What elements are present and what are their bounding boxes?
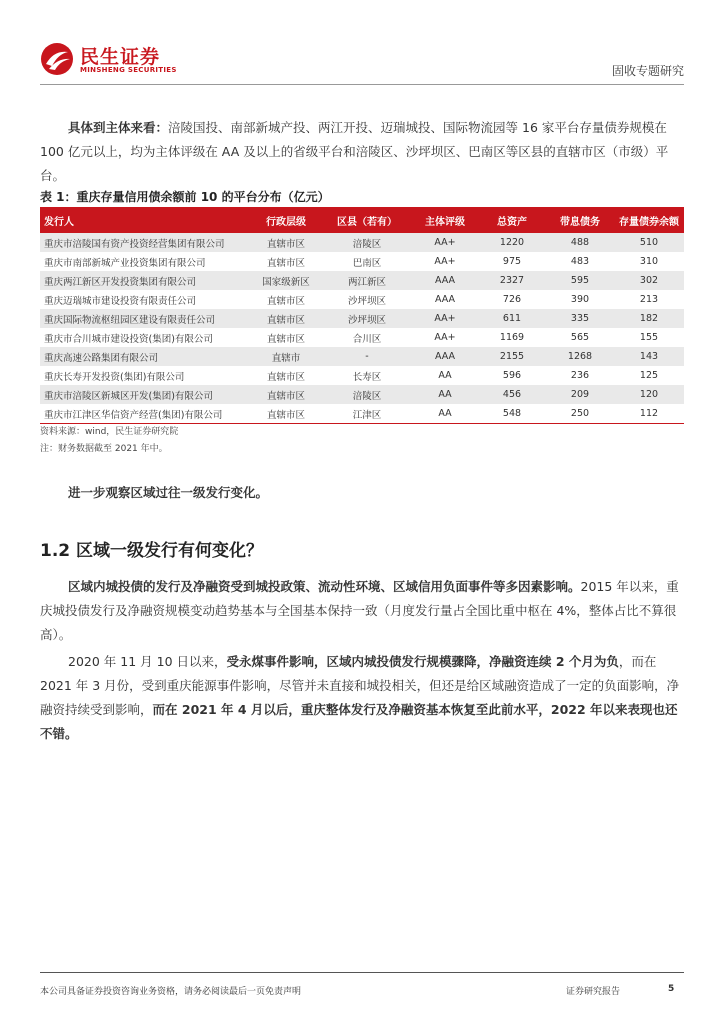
cell-district: 两江新区 [322, 271, 412, 290]
observe-line: 进一步观察区域过往一级发行变化。 [68, 485, 269, 500]
table-row [40, 309, 684, 328]
cell-total-assets: 1169 [499, 332, 525, 343]
col-header-admin-level: 行政层级 [250, 207, 322, 233]
paragraph-2-text-2: ，而在 2021 年 3 月份，受到重庆能源事件影响，尽管并未直接和城投相关，但还是给区域融资造成了一定的负面影响，净融资持续受到影响， [40, 654, 680, 717]
table-row [40, 366, 684, 385]
cell-issuer: 重庆国际物流枢纽园区建设有限责任公司 [40, 309, 250, 328]
cell-bond-balance: 143 [614, 347, 684, 366]
cell-interest-debt: 236 [570, 370, 590, 381]
cell-interest-debt: 390 [570, 294, 590, 305]
cell-interest-debt: 250 [546, 404, 614, 424]
paragraph-1-bold: 区域内城投债的发行及净融资受到城投政策、流动性环境、区域信用负面事件等多因素影响。 [68, 579, 581, 594]
cell-rating: AA [412, 385, 478, 404]
cell-admin-level: 直辖市区 [250, 404, 322, 424]
cell-bond-balance: 125 [639, 370, 659, 381]
cell-rating: AAA [434, 294, 456, 305]
cell-total-assets: 2155 [478, 347, 546, 366]
paragraph-2-text-1: 2020 年 11 月 10 日以来， [68, 654, 227, 669]
cell-bond-balance: 213 [639, 294, 659, 305]
cell-district: 江津区 [322, 404, 412, 424]
cell-bond-balance: 155 [639, 332, 659, 343]
cell-issuer: 重庆市涪陵国有资产投资经营集团有限公司 [40, 233, 250, 252]
cell-total-assets: 975 [502, 256, 522, 267]
cell-district: 长寿区 [352, 371, 382, 383]
cell-admin-level: 国家级新区 [250, 271, 322, 290]
paragraph-1-text: 2015 年以来，重庆城投债发行及净融资规模变动趋势基本与全国基本保持一致（月度发行量占全国比重中枢在 4%，整体占比不算很高）。 [40, 579, 679, 642]
cell-admin-level: 直辖市区 [266, 257, 305, 269]
cell-rating: AA [438, 370, 452, 381]
cell-rating: AAA [412, 271, 478, 290]
col-header-interest-debt: 带息债务 [546, 207, 614, 233]
cell-total-assets: 548 [478, 404, 546, 424]
header-divider [40, 84, 684, 85]
cell-interest-debt: 209 [546, 385, 614, 404]
cell-admin-level: 直辖市区 [266, 371, 305, 383]
footer-divider [40, 972, 684, 973]
paragraph-2-bold-2: 而在 2021 年 4 月以后，重庆整体发行及净融资基本恢复至此前水平，2022 年以来表现也还不错。 [40, 702, 678, 741]
cell-rating: AA [412, 404, 478, 424]
cell-interest-debt: 488 [546, 233, 614, 252]
cell-total-assets: 1220 [478, 233, 546, 252]
page-header [40, 36, 684, 84]
intro-paragraph [40, 116, 684, 188]
cell-rating: AA+ [434, 332, 456, 343]
table-title: 表 1：重庆存量信用债余额前 10 的平台分布（亿元） [40, 190, 330, 204]
cell-issuer: 重庆迈瑞城市建设投资有限责任公司 [44, 295, 197, 307]
col-header-rating: 主体评级 [412, 207, 478, 233]
minsheng-logo-icon [40, 42, 74, 76]
paragraph-2-bold-1: 受永煤事件影响，区域内城投债发行规模骤降，净融资连续 2 个月为负 [226, 654, 619, 669]
brand-name-cn: 民生证券 [80, 46, 161, 68]
cell-issuer: 重庆高速公路集团有限公司 [40, 347, 250, 366]
table-note: 注：财务数据截至 2021 年中。 [40, 444, 168, 454]
col-header-issuer: 发行人 [40, 207, 250, 233]
cell-total-assets: 596 [502, 370, 522, 381]
cell-total-assets: 611 [478, 309, 546, 328]
cell-total-assets: 2327 [478, 271, 546, 290]
cell-district: 巴南区 [352, 257, 382, 269]
intro-text: 涪陵国投、南部新城产投、两江开投、迈瑞城投、国际物流园等 16 家平台存量债券规模在 100 亿元以上，均为主体评级在 AA 及以上的省级平台和涪陵区、沙坪坝区、巴南区等区县的直辖市区（市级）平台。 [40, 120, 669, 183]
footer-disclaimer: 本公司具备证券投资咨询业务资格，请务必阅读最后一页免责声明 [40, 987, 302, 997]
cell-issuer: 重庆长寿开发投资(集团)有限公司 [44, 371, 185, 383]
table-row [40, 233, 684, 252]
cell-total-assets: 456 [478, 385, 546, 404]
cell-admin-level: 直辖市区 [250, 233, 322, 252]
table-row [40, 404, 684, 424]
cell-issuer: 重庆市江津区华信资产经营(集团)有限公司 [40, 404, 250, 424]
cell-admin-level: 直辖市区 [250, 385, 322, 404]
cell-issuer: 重庆市涪陵区新城区开发(集团)有限公司 [40, 385, 250, 404]
section-title: 1.2 区域一级发行有何变化？ [40, 541, 264, 561]
table-source: 资料来源：wind，民生证券研究院 [40, 427, 179, 437]
table-header-row [40, 207, 684, 233]
cell-interest-debt: 565 [570, 332, 590, 343]
cell-issuer: 重庆两江新区开发投资集团有限公司 [40, 271, 250, 290]
table-row [40, 328, 684, 347]
intro-lead: 具体到主体来看： [68, 120, 169, 135]
cell-district: 沙坪坝区 [322, 309, 412, 328]
cell-district: 涪陵区 [322, 385, 412, 404]
report-type: 固收专题研究 [611, 64, 684, 78]
col-header-bond-balance: 存量债券余额 [614, 207, 684, 233]
cell-total-assets: 726 [502, 294, 522, 305]
cell-rating: AA+ [434, 256, 456, 267]
table-row [40, 385, 684, 404]
cell-district: 合川区 [352, 333, 382, 345]
table-row [40, 271, 684, 290]
col-header-district: 区县（若有） [322, 207, 412, 233]
cell-bond-balance: 302 [614, 271, 684, 290]
cell-admin-level: 直辖市 [250, 347, 322, 366]
table-row [40, 347, 684, 366]
footer-label: 证券研究报告 [566, 987, 621, 997]
cell-district: - [322, 347, 412, 366]
cell-interest-debt: 335 [546, 309, 614, 328]
paragraph-2 [40, 650, 684, 746]
cell-interest-debt: 1268 [546, 347, 614, 366]
cell-interest-debt: 595 [546, 271, 614, 290]
cell-issuer: 重庆市合川城市建设投资(集团)有限公司 [44, 333, 213, 345]
brand-name-en: MINSHENG SECURITIES [80, 66, 177, 74]
paragraph-1 [40, 575, 684, 647]
col-header-total-assets: 总资产 [478, 207, 546, 233]
platform-table [40, 207, 684, 424]
cell-bond-balance: 510 [614, 233, 684, 252]
table-row [40, 290, 684, 309]
cell-bond-balance: 182 [614, 309, 684, 328]
cell-district: 沙坪坝区 [347, 295, 386, 307]
cell-district: 涪陵区 [322, 233, 412, 252]
cell-bond-balance: 120 [614, 385, 684, 404]
cell-interest-debt: 483 [570, 256, 590, 267]
cell-rating: AA+ [412, 309, 478, 328]
cell-admin-level: 直辖市区 [266, 333, 305, 345]
cell-rating: AAA [412, 347, 478, 366]
cell-rating: AA+ [412, 233, 478, 252]
table-row [40, 252, 684, 271]
cell-bond-balance: 112 [614, 404, 684, 424]
page-number: 5 [668, 984, 675, 994]
cell-issuer: 重庆市南部新城产业投资集团有限公司 [44, 257, 206, 269]
cell-admin-level: 直辖市区 [266, 295, 305, 307]
cell-admin-level: 直辖市区 [250, 309, 322, 328]
cell-bond-balance: 310 [639, 256, 659, 267]
